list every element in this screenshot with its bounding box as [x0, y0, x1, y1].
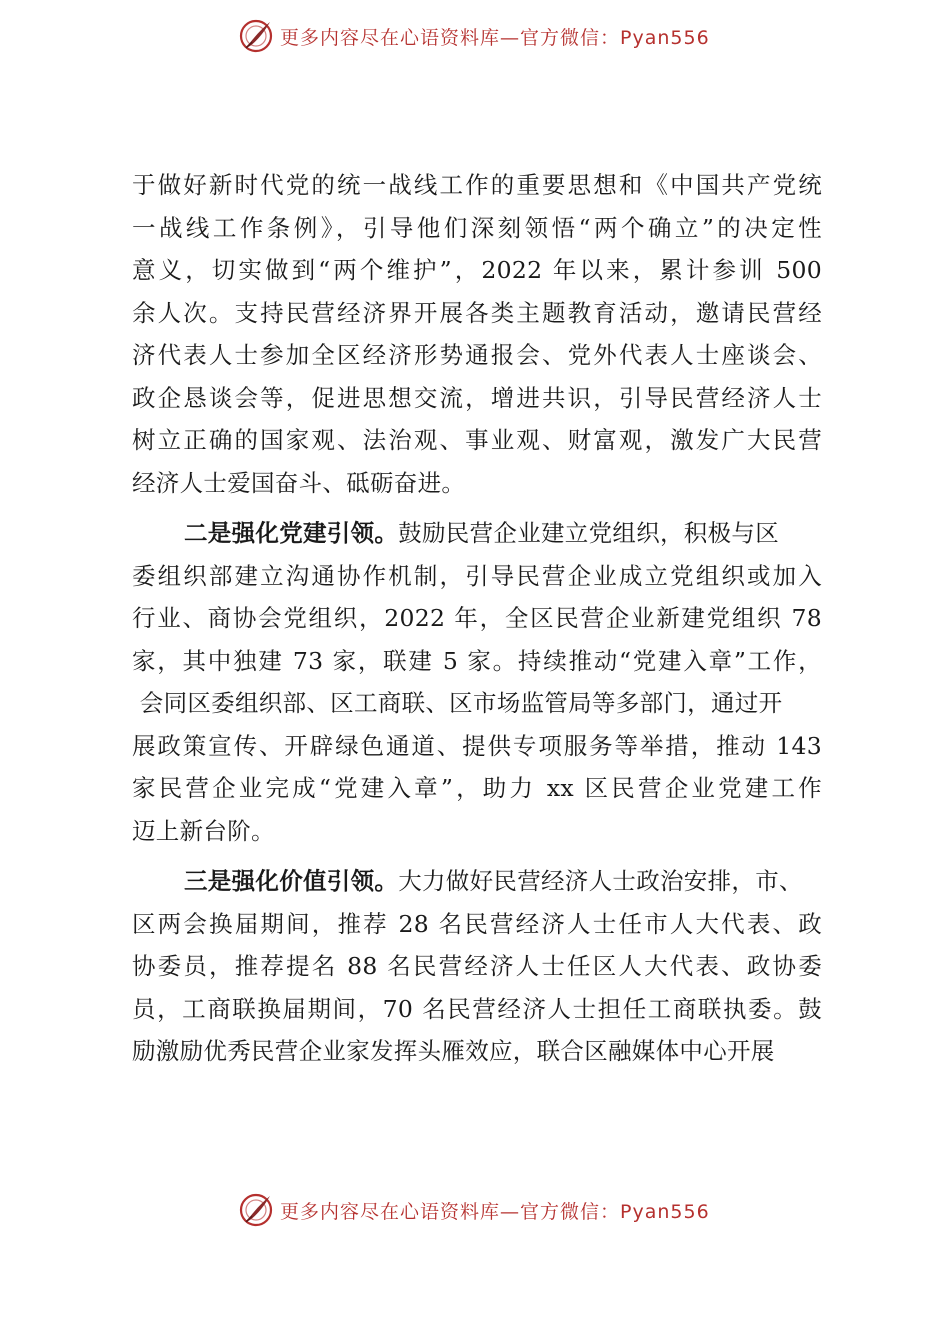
- banner-text: [280, 1197, 710, 1224]
- paragraph-first-text: 鼓励民营企业建立党组织，积极与区: [398, 519, 780, 547]
- text-line: 迈上新台阶。: [132, 816, 275, 845]
- text-line: 员，工商联换届期间，70 名民营经济人士担任工商联执委。鼓: [132, 994, 822, 1023]
- text-line: 一战线工作条例》，引导他们深刻领悟“两个确立”的决定性: [132, 213, 822, 242]
- paragraph-lead: 三是强化价值引领。: [184, 867, 399, 895]
- text-line: 意义，切实做到“两个维护”，2022 年以来，累计参训 500: [132, 256, 822, 284]
- text-line: 行业、商协会党组织，2022 年，全区民营企业新建党组织 78: [132, 604, 822, 632]
- paragraph-lead: 二是强化党建引领。: [184, 519, 399, 547]
- text-line: 家，其中独建 73 家，联建 5 家。持续推动“党建入章”工作，: [132, 646, 822, 675]
- paragraph-first-line: [132, 860, 822, 903]
- wechat-id: Pyan556: [620, 26, 710, 49]
- paragraph-first-line: [132, 512, 822, 555]
- text-line: 济代表人士参加全区经济形势通报会、党外代表人士座谈会、: [132, 341, 822, 369]
- document-body: [132, 164, 822, 1073]
- paragraph-1: [132, 164, 822, 504]
- text-line: 树立正确的国家观、法治观、事业观、财富观，激发广大民营: [132, 426, 822, 454]
- footer-banner: [238, 1190, 710, 1230]
- text-line: 区两会换届期间，推荐 28 名民营经济人士任市人大代表、政: [132, 909, 822, 938]
- text-line: 于做好新时代党的统一战线工作的重要思想和《中国共产党统: [132, 171, 822, 199]
- paragraph-3: [132, 860, 822, 1073]
- quill-pen-logo-icon: [238, 18, 274, 54]
- text-line: 政企恳谈会等，促进思想交流，增进共识，引导民营经济人士: [132, 383, 822, 412]
- text-line: 展政策宣传、开辟绿色通道、提供专项服务等举措，推动 143: [132, 731, 822, 760]
- header-banner: [238, 16, 710, 56]
- banner-caption: 更多内容尽在心语资料库—官方微信：: [280, 26, 621, 49]
- text-line: 委组织部建立沟通协作机制，引导民营企业成立党组织或加入: [132, 561, 822, 590]
- wechat-id: Pyan556: [620, 1200, 710, 1223]
- paragraph-2: [132, 512, 822, 852]
- text-line: 协委员，推荐提名 88 名民营经济人士任区人大代表、政协委: [132, 952, 822, 980]
- text-line: 余人次。支持民营经济界开展各类主题教育活动，邀请民营经: [132, 298, 822, 327]
- text-line: 家民营企业完成“党建入章”，助力 xx 区民营企业党建工作: [132, 774, 822, 802]
- text-line: 励激励优秀民营企业家发挥头雁效应，联合区融媒体中心开展: [132, 1037, 775, 1065]
- banner-text: [280, 23, 710, 50]
- paragraph-first-text: 大力做好民营经济人士政治安排，市、: [398, 867, 803, 895]
- text-line: 会同区委组织部、区工商联、区市场监管局等多部门，通过开: [132, 689, 783, 717]
- text-line: 经济人士爱国奋斗、砥砺奋进。: [132, 468, 466, 497]
- banner-caption: 更多内容尽在心语资料库—官方微信：: [280, 1200, 621, 1223]
- quill-pen-logo-icon: [238, 1192, 274, 1228]
